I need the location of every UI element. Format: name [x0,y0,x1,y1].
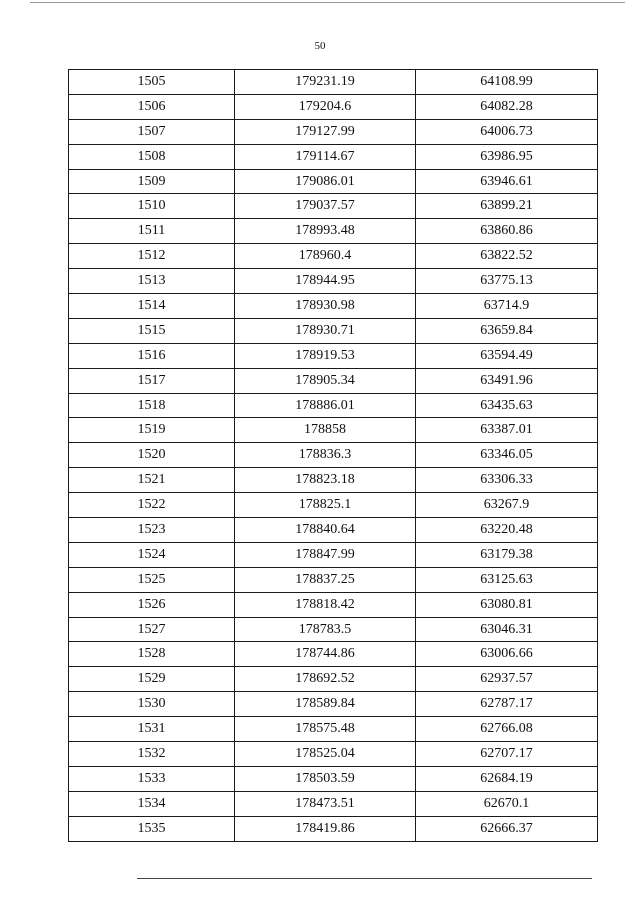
page-number: 50 [314,40,326,52]
x-coordinate-cell: 178858 [235,418,416,443]
x-coordinate-cell: 178840.64 [235,518,416,543]
point-id-cell: 1511 [69,219,235,244]
y-coordinate-cell: 63822.52 [416,244,598,269]
table-row [69,766,598,791]
y-coordinate-cell: 62670.1 [416,791,598,816]
table-row [69,343,598,368]
point-id-cell: 1527 [69,617,235,642]
table-row [69,468,598,493]
y-coordinate-cell: 63046.31 [416,617,598,642]
table-row [69,667,598,692]
point-id-cell: 1526 [69,592,235,617]
point-id-cell: 1530 [69,692,235,717]
x-coordinate-cell: 178930.98 [235,294,416,319]
table-row [69,393,598,418]
x-coordinate-cell: 178944.95 [235,269,416,294]
table-row [69,144,598,169]
x-coordinate-cell: 178905.34 [235,368,416,393]
table-row [69,717,598,742]
y-coordinate-cell: 63387.01 [416,418,598,443]
table-row [69,169,598,194]
table-row [69,692,598,717]
coordinate-table-body [69,70,598,842]
x-coordinate-cell: 178837.25 [235,567,416,592]
x-coordinate-cell: 178783.5 [235,617,416,642]
x-coordinate-cell: 178960.4 [235,244,416,269]
point-id-cell: 1521 [69,468,235,493]
y-coordinate-cell: 63267.9 [416,493,598,518]
point-id-cell: 1519 [69,418,235,443]
table-row [69,567,598,592]
top-edge-rule [30,2,625,3]
point-id-cell: 1506 [69,94,235,119]
point-id-cell: 1513 [69,269,235,294]
table-row [69,318,598,343]
point-id-cell: 1523 [69,518,235,543]
x-coordinate-cell: 178473.51 [235,791,416,816]
x-coordinate-cell: 178419.86 [235,816,416,841]
table-row [69,244,598,269]
point-id-cell: 1508 [69,144,235,169]
point-id-cell: 1514 [69,294,235,319]
point-id-cell: 1520 [69,443,235,468]
table-row [69,617,598,642]
table-row [69,194,598,219]
point-id-cell: 1531 [69,717,235,742]
point-id-cell: 1510 [69,194,235,219]
y-coordinate-cell: 63659.84 [416,318,598,343]
y-coordinate-cell: 63306.33 [416,468,598,493]
point-id-cell: 1509 [69,169,235,194]
table-row [69,791,598,816]
point-id-cell: 1533 [69,766,235,791]
y-coordinate-cell: 63125.63 [416,567,598,592]
table-row [69,418,598,443]
point-id-cell: 1528 [69,642,235,667]
y-coordinate-cell: 63714.9 [416,294,598,319]
y-coordinate-cell: 62766.08 [416,717,598,742]
x-coordinate-cell: 178993.48 [235,219,416,244]
y-coordinate-cell: 64082.28 [416,94,598,119]
y-coordinate-cell: 62684.19 [416,766,598,791]
table-row [69,94,598,119]
x-coordinate-cell: 179127.99 [235,119,416,144]
table-row [69,493,598,518]
point-id-cell: 1534 [69,791,235,816]
table-row [69,592,598,617]
y-coordinate-cell: 62937.57 [416,667,598,692]
point-id-cell: 1518 [69,393,235,418]
y-coordinate-cell: 63346.05 [416,443,598,468]
x-coordinate-cell: 179037.57 [235,194,416,219]
y-coordinate-cell: 63220.48 [416,518,598,543]
table-row [69,269,598,294]
x-coordinate-cell: 178503.59 [235,766,416,791]
x-coordinate-cell: 178525.04 [235,742,416,767]
point-id-cell: 1522 [69,493,235,518]
x-coordinate-cell: 178930.71 [235,318,416,343]
x-coordinate-cell: 179231.19 [235,70,416,95]
point-id-cell: 1532 [69,742,235,767]
x-coordinate-cell: 178692.52 [235,667,416,692]
point-id-cell: 1516 [69,343,235,368]
y-coordinate-cell: 63860.86 [416,219,598,244]
y-coordinate-cell: 63594.49 [416,343,598,368]
x-coordinate-cell: 178825.1 [235,493,416,518]
point-id-cell: 1525 [69,567,235,592]
x-coordinate-cell: 178886.01 [235,393,416,418]
x-coordinate-cell: 178919.53 [235,343,416,368]
x-coordinate-cell: 178823.18 [235,468,416,493]
y-coordinate-cell: 63179.38 [416,542,598,567]
y-coordinate-cell: 62666.37 [416,816,598,841]
coordinate-table-container [68,69,596,842]
coordinate-table [68,69,598,842]
x-coordinate-cell: 178836.3 [235,443,416,468]
y-coordinate-cell: 63435.63 [416,393,598,418]
x-coordinate-cell: 178589.84 [235,692,416,717]
point-id-cell: 1505 [69,70,235,95]
table-row [69,119,598,144]
x-coordinate-cell: 178818.42 [235,592,416,617]
y-coordinate-cell: 63775.13 [416,269,598,294]
y-coordinate-cell: 63946.61 [416,169,598,194]
table-row [69,542,598,567]
table-row [69,70,598,95]
y-coordinate-cell: 63080.81 [416,592,598,617]
y-coordinate-cell: 63006.66 [416,642,598,667]
point-id-cell: 1507 [69,119,235,144]
point-id-cell: 1515 [69,318,235,343]
point-id-cell: 1517 [69,368,235,393]
y-coordinate-cell: 64108.99 [416,70,598,95]
table-row [69,443,598,468]
y-coordinate-cell: 63899.21 [416,194,598,219]
y-coordinate-cell: 62787.17 [416,692,598,717]
x-coordinate-cell: 178744.86 [235,642,416,667]
table-row [69,294,598,319]
x-coordinate-cell: 178847.99 [235,542,416,567]
table-row [69,368,598,393]
table-row [69,742,598,767]
y-coordinate-cell: 64006.73 [416,119,598,144]
point-id-cell: 1529 [69,667,235,692]
x-coordinate-cell: 179114.67 [235,144,416,169]
x-coordinate-cell: 179204.6 [235,94,416,119]
x-coordinate-cell: 179086.01 [235,169,416,194]
point-id-cell: 1535 [69,816,235,841]
y-coordinate-cell: 62707.17 [416,742,598,767]
table-row [69,219,598,244]
y-coordinate-cell: 63986.95 [416,144,598,169]
table-row [69,518,598,543]
table-row [69,642,598,667]
x-coordinate-cell: 178575.48 [235,717,416,742]
table-row [69,816,598,841]
point-id-cell: 1512 [69,244,235,269]
bottom-edge-rule [137,878,592,879]
y-coordinate-cell: 63491.96 [416,368,598,393]
point-id-cell: 1524 [69,542,235,567]
